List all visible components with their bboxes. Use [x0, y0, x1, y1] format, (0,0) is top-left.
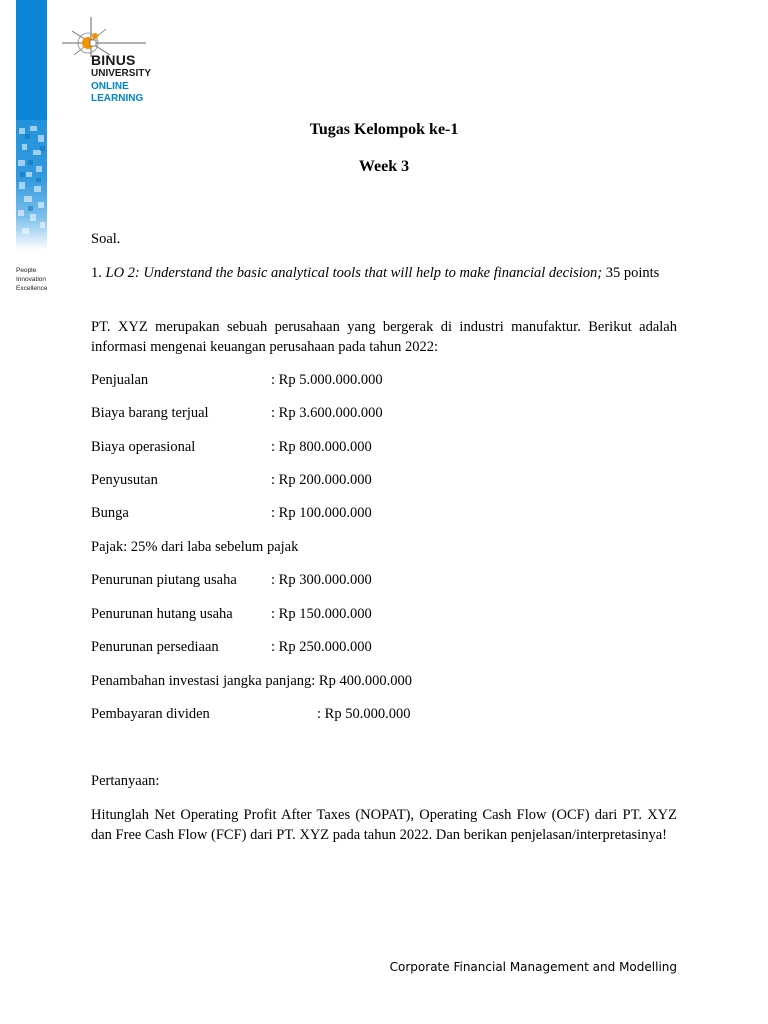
- item-value: : Rp 150.000.000: [271, 606, 372, 622]
- item-value: : Rp 5.000.000.000: [271, 372, 383, 388]
- change-persediaan: [91, 637, 677, 657]
- tagline-people: People: [16, 267, 37, 274]
- item-value: : Rp 100.000.000: [271, 505, 372, 521]
- financial-item-biaya-barang: [91, 403, 677, 423]
- financial-item-bunga: [91, 503, 677, 523]
- item-label: Penyusutan: [91, 472, 158, 488]
- logo-university: UNIVERSITY: [91, 68, 152, 79]
- financial-item-penyusutan: [91, 470, 677, 490]
- document-title: Tugas Kelompok ke-1: [309, 121, 459, 138]
- item-value: : Rp 50.000.000: [317, 706, 411, 722]
- tagline-innovation: Innovation: [16, 276, 46, 283]
- item-value: : Rp 800.000.000: [271, 439, 372, 455]
- question-1-points: 35 points: [605, 265, 660, 281]
- item-label: Penjualan: [91, 372, 149, 388]
- question-1-number: 1.: [91, 265, 102, 281]
- tagline-excellence: Excellence: [16, 285, 48, 292]
- intro-paragraph: PT. XYZ merupakan sebuah perusahaan yang bergerak di industri manufaktur. Berikut adalah informasi mengenai keuangan perusahaan pada tahun 2022:: [91, 319, 677, 355]
- question-1: [91, 263, 677, 283]
- item-value: : Rp 250.000.000: [271, 639, 372, 655]
- tagline: [16, 266, 47, 293]
- investment-line: Penambahan investasi jangka panjang: Rp 400.000.000: [91, 673, 412, 689]
- item-value: : Rp 200.000.000: [271, 472, 372, 488]
- tax-line: Pajak: 25% dari laba sebelum pajak: [91, 539, 299, 555]
- item-label: Penurunan hutang usaha: [91, 606, 233, 622]
- financial-item-penjualan: [91, 370, 677, 390]
- item-value: : Rp 300.000.000: [271, 572, 372, 588]
- page-footer: Corporate Financial Management and Modelling: [389, 960, 677, 974]
- question-1-learning-outcome: LO 2: Understand the basic analytical tools that will help to make financial decision;: [105, 265, 603, 281]
- binus-logo-mark-icon: [62, 17, 152, 57]
- document-subtitle: Week 3: [358, 158, 410, 175]
- item-label: Penurunan persediaan: [91, 639, 219, 655]
- item-label: Biaya barang terjual: [91, 405, 209, 421]
- binus-logo: [62, 17, 162, 107]
- item-label: Penurunan piutang usaha: [91, 572, 237, 588]
- logo-online: ONLINE: [91, 80, 129, 92]
- change-piutang: [91, 570, 677, 590]
- logo-binus: BINUS: [91, 52, 136, 68]
- item-label: Pembayaran dividen: [91, 706, 210, 722]
- soal-label: Soal.: [91, 231, 121, 247]
- dividend-line: [91, 704, 677, 724]
- pertanyaan-label: Pertanyaan:: [91, 773, 160, 789]
- item-label: Bunga: [91, 505, 129, 521]
- logo-text: [91, 53, 151, 106]
- logo-learning: LEARNING: [91, 93, 144, 104]
- change-hutang: [91, 604, 677, 624]
- item-label: Biaya operasional: [91, 439, 196, 455]
- financial-item-biaya-operasional: [91, 437, 677, 457]
- item-value: : Rp 3.600.000.000: [271, 405, 383, 421]
- question-text: Hitunglah Net Operating Profit After Taxes (NOPAT), Operating Cash Flow (OCF) dari PT. XYZ dan Free Cash Flow (FCF) dari PT. XYZ pada tahun 2022. Dan berikan penjelasan/interpretasinya!: [91, 807, 677, 843]
